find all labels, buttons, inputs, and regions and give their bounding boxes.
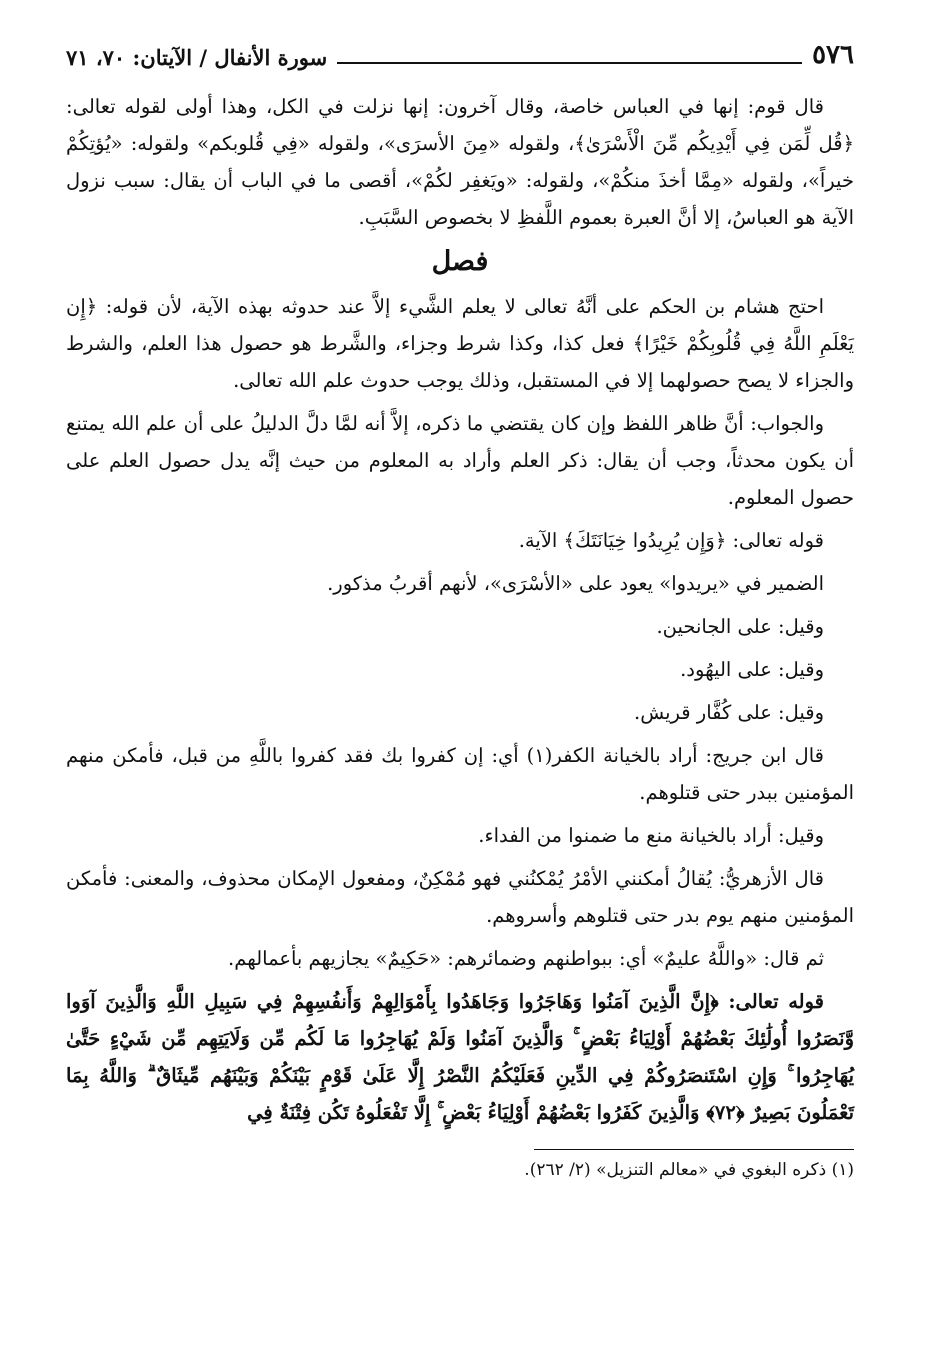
paragraph: ثم قال: «واللَّهُ عليمٌ» أي: ببواطنهم وضمائرهم: «حَكِيمٌ» يجازيهم بأعمالهم.	[228, 947, 824, 970]
paragraph: قال ابن جريج: أراد بالخيانة الكفر(١) أي: إن كفروا بك فقد كفروا باللَّهِ من قبل، فأمكن منهم المؤمنين ببدر حتى قتلوهم.	[66, 744, 854, 804]
paragraph: وقيل: أراد بالخيانة منع ما ضمنوا من الفداء.	[478, 824, 824, 847]
page-body	[66, 88, 854, 1184]
paragraph: وقيل: على اليهُود.	[680, 658, 824, 681]
paragraph: قال الأزهريُّ: يُقالُ أمكنني الأمْرُ يُمْكنُني فهو مُمْكِنٌ، ومفعول الإمكان محذوف، والمعنى: فأمكن المؤمنين منهم يوم بدر حتى قتلوهم وأسروهم.	[66, 867, 854, 927]
surah-title: سورة الأنفال / الآيتان: ٧٠، ٧١	[66, 45, 328, 70]
footnote-divider	[534, 1149, 854, 1150]
paragraph: قوله تعالى: ﴿وَإِن يُرِيدُوا خِيَانَتَكَ﴾ الآية.	[518, 529, 824, 552]
page-header	[66, 28, 854, 68]
paragraph: احتج هشام بن الحكم على أنَّهُ تعالى لا يعلم الشَّيء إلاَّ عند حدوثه بهذه الآية، لأن قوله: ﴿إِن يَعْلَمِ اللَّهُ فِي قُلُوبِكُمْ خَيْرًا﴾ فعل كذا، وكذا شرط وجزاء، والشَّرط هو حصول هذا العلم، والشرط والجزاء لا يصح حصولهما إلا في المستقبل، وذلك يوجب حدوث علم الله تعالى.	[66, 295, 854, 392]
section-title: فصل	[431, 246, 489, 277]
page-number: ٥٧٦	[812, 40, 854, 70]
paragraph: وقيل: على كُفَّار قريش.	[634, 701, 824, 724]
paragraph: وقيل: على الجانحين.	[656, 615, 824, 638]
header-rule	[337, 62, 802, 64]
footnote: (١) ذكره البغوي في «معالم التنزيل» (٢/ ٢٦٢).	[524, 1160, 854, 1180]
quran-verse-block: قوله تعالى: ﴿إِنَّ الَّذِينَ آمَنُوا وَهَاجَرُوا وَجَاهَدُوا بِأَمْوَالِهِمْ وَأَنفُسِهِمْ فِي سَبِيلِ اللَّهِ وَالَّذِينَ آوَوا وَّنَصَرُوا أُولَٰئِكَ بَعْضُهُمْ أَوْلِيَاءُ بَعْضٍ ۚ وَالَّذِينَ آمَنُوا وَلَمْ يُهَاجِرُوا مَا لَكُم مِّن وَلَايَتِهِم مِّن شَيْءٍ حَتَّىٰ يُهَاجِرُوا ۚ وَإِنِ اسْتَنصَرُوكُمْ فِي الدِّينِ فَعَلَيْكُمُ النَّصْرُ إِلَّا عَلَىٰ قَوْمٍ بَيْنَكُمْ وَبَيْنَهُم مِّيثَاقٌ ۗ وَاللَّهُ بِمَا تَعْمَلُونَ بَصِيرٌ ﴿٧٢﴾ وَالَّذِينَ كَفَرُوا بَعْضُهُمْ أَوْلِيَاءُ بَعْضٍ ۚ إِلَّا تَفْعَلُوهُ تَكُن فِتْنَةٌ فِي	[66, 990, 854, 1124]
paragraph: الضمير في «يريدوا» يعود على «الأسْرَى»، لأنهم أقربُ مذكور.	[327, 572, 824, 595]
paragraph: قال قوم: إنها في العباس خاصة، وقال آخرون: إنها نزلت في الكل، وهذا أولى لقوله تعالى: ﴿قُل لِّمَن فِي أَيْدِيكُم مِّنَ الْأَسْرَىٰ﴾، ولقوله «مِنَ الأسرَى»، ولقوله «فِي قُلوبكم» ولقوله: «يُؤتِكُمْ خيراً»، ولقوله «مِمَّا أخذَ منكُمْ»، ولقوله: «ويَغفِر لكُمْ»، أقصى ما في الباب أن يقال: سبب نزول الآية هو العباسُ، إلا أنَّ العبرة بعموم اللَّفظِ لا بخصوص السَّبَبِ.	[66, 95, 854, 229]
paragraph: والجواب: أنَّ ظاهر اللفظ وإن كان يقتضي ما ذكره، إلاَّ أنه لمَّا دلَّ الدليلُ على أن علم الله يمتنع أن يكون محدثاً، وجب أن يقال: ذكر العلم وأراد به المعلوم من حيث إنَّه يدل حصول العلم على حصول المعلوم.	[66, 412, 854, 509]
